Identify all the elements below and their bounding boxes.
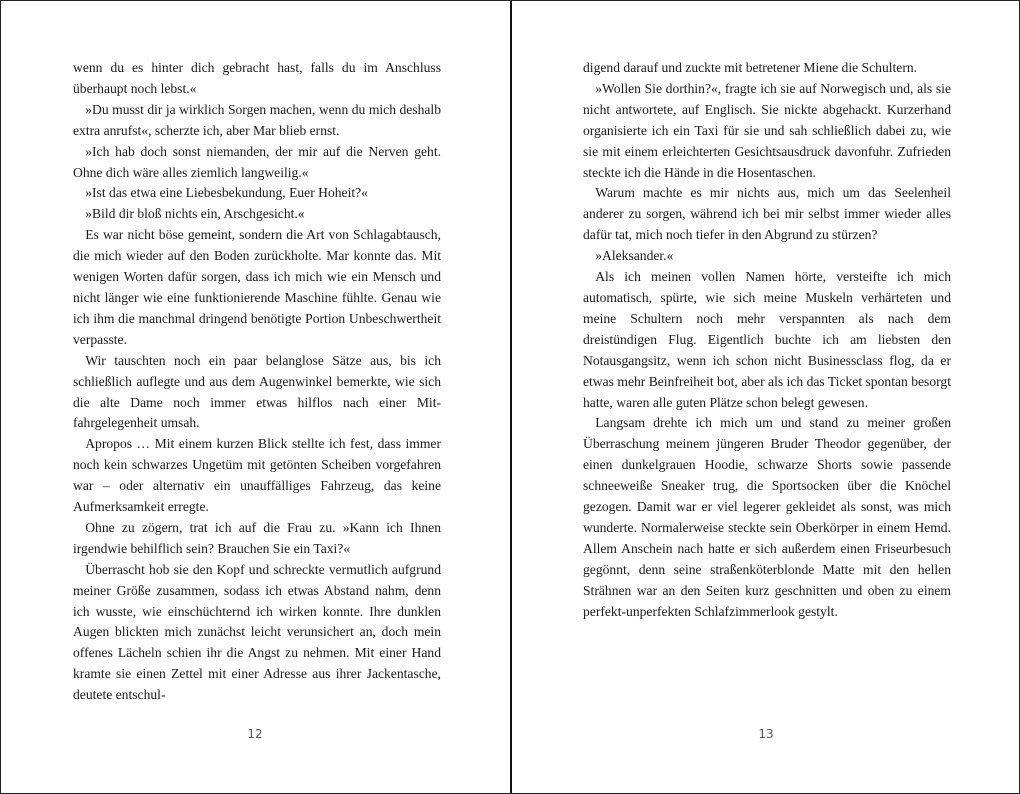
paragraph: Überrascht hob sie den Kopf und schreckte vermutlich aufgrund meiner Größe zusammen, sodass ich etwas Abstand nahm, denn ich wusste, wie einschüchternd ich wirken konnte. Ihre dunklen Augen blickten mich zunächst leicht verunsichert an, doch mein offenes Lächeln schien ihr die Angst zu nehmen. Mit einer Hand kramte sie einen Zettel mit einer Adresse aus ihrer Jackentasche, deutete entschul- [73, 561, 441, 703]
left-page [1, 1, 511, 793]
paragraph: Wir tauschten noch ein paar belanglose Sätze aus, bis ich schließlich auflegte und aus dem Augenwinkel bemerkte, wie sich die alte Dame noch immer etwas hilflos nach einer Mitfahrgelegenheit umsah. [73, 352, 441, 431]
paragraph: »Ich hab doch sonst niemanden, der mir auf die Nerven geht. Ohne dich wäre alles ziemlich langweilig.« [73, 143, 441, 180]
paragraph: »Du musst dir ja wirklich Sorgen machen, wenn du mich deshalb extra anrufst«, scherzte ich, aber Mar blieb ernst. [73, 101, 441, 138]
paragraph: wenn du es hinter dich gebracht hast, falls du im Anschluss überhaupt noch lebst.« [73, 60, 441, 96]
paragraph: »Wollen Sie dorthin?«, fragte ich sie auf Norwegisch und, als sie nicht antwortete, auf Englisch. Sie nickte abgehackt. Kurzerhand organisierte ich ein Taxi für sie und sah schließlich dabei zu, wie sie mit einem erleichterten Gesichtsausdruck davonfuhr. Zufrieden steckte ich die Hände in die Hosentaschen. [583, 80, 951, 180]
paragraph: Es war nicht böse gemeint, sondern die Art von Schlagabtausch, die mich wieder auf den Boden zurückholte. Mar konnte das. Mit wenigen Worten dafür sorgen, dass ich mich wie ein Mensch und nicht länger wie eine funktionierende Maschine fühlte. Genau wie ich ihm die manchmal dringend benötigte Portion Unbeschwertheit verpasste. [73, 227, 441, 347]
paragraph: »Ist das etwa eine Liebesbekundung, Euer Hoheit?« [85, 185, 368, 201]
right-page-text [583, 58, 951, 622]
right-page [511, 1, 1020, 793]
paragraph: Apropos … Mit einem kurzen Blick stellte ich fest, dass immer noch kein schwarzes Ungetüm mit getönten Scheiben vorgefahren war – oder alternativ ein unauffälliges Fahrzeug, das keine Aufmerksamkeit erregte. [73, 436, 441, 515]
left-page-text [73, 58, 441, 706]
paragraph: Ohne zu zögern, trat ich auf die Frau zu. »Kann ich Ihnen irgendwie behilflich sein? Brauchen Sie ein Taxi?« [73, 519, 441, 556]
paragraph: Langsam drehte ich mich um und stand zu meiner großen Überraschung meinem jüngeren Bruder Theodor gegenüber, der einen dunkelgrauen Hoodie, schwarze Shorts sowie passende schneeweiße Sneaker trug, die Sportsocken über die Knöchel gezogen. Damit war er viel legerer gekleidet als sonst, was mich wunderte. Normalerweise steckte sein Oberkörper in einem Hemd. Allem Anschein nach hatte er sich außerdem einen Friseurbesuch gegönnt, denn seine straßenköterblonde Matte mit den hellen Strähnen war an den Seiten kurz geschnitten und oben zu einem perfekt-unperfekten Schlafzimmerlook gestylt. [583, 415, 951, 619]
paragraph: Als ich meinen vollen Namen hörte, versteifte ich mich automatisch, spürte, wie sich meine Muskeln verhärteten und meine Schultern noch mehr verspannten als nach dem dreistündigen Flug. Eigentlich buchte ich am liebsten den Notausgangsitz, wenn ich schon nicht Businessclass flog, da er etwas mehr Beinfreiheit bot, aber als ich das Ticket spontan besorgt hatte, waren alle guten Plätze schon belegt gewesen. [583, 269, 951, 410]
page-number: 13 [758, 727, 774, 741]
paragraph: digend darauf und zuckte mit betretener Miene die Schultern. [583, 60, 918, 75]
paragraph: Warum machte es mir nichts aus, mich um das Seelenheil anderer zu sorgen, während ich bei mir selbst immer wieder alles dafür tat, mich noch tiefer in den Abgrund zu stürzen? [583, 185, 951, 243]
page-number: 12 [247, 727, 263, 741]
paragraph: »Bild dir bloß nichts ein, Arschgesicht.« [85, 206, 305, 222]
paragraph: »Aleksander.« [595, 248, 674, 264]
